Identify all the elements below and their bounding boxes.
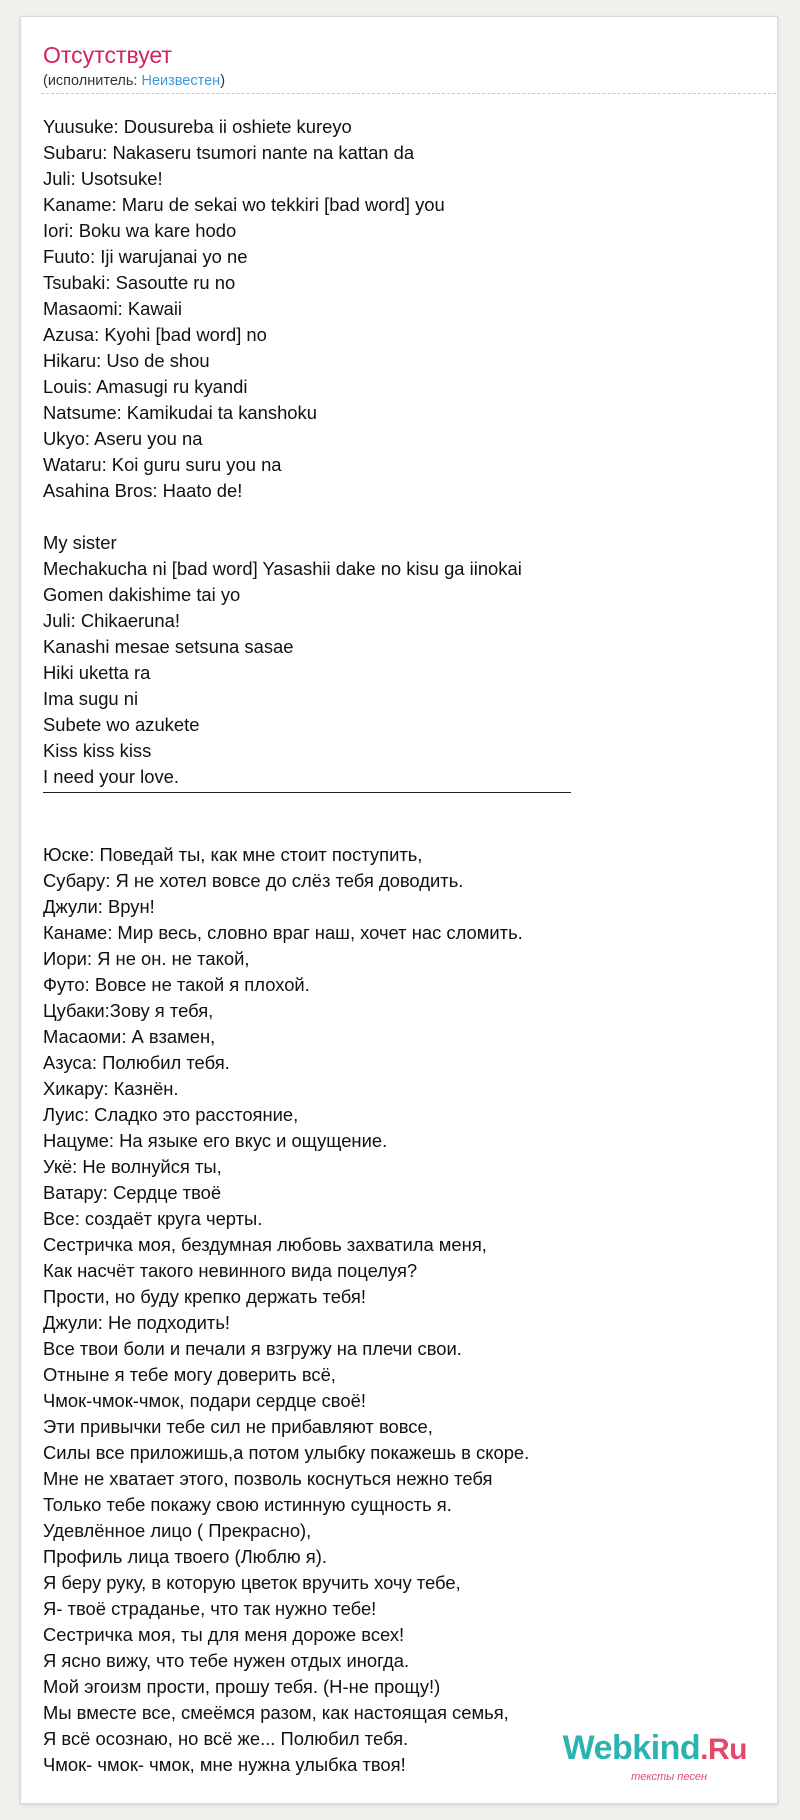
lyric-line: Чмок-чмок-чмок, подари сердце своё! xyxy=(43,1390,366,1411)
lyric-line: Ukyo: Aseru you na xyxy=(43,428,203,449)
header-divider xyxy=(41,93,776,94)
lyric-line: Natsume: Kamikudai ta kanshoku xyxy=(43,402,317,423)
lyric-line: Джули: Врун! xyxy=(43,896,155,917)
lyric-line: Мы вместе все, смеёмся разом, как настоящая семья, xyxy=(43,1702,509,1723)
lyric-line: Нацуме: На языке его вкус и ощущение. xyxy=(43,1130,388,1151)
lyrics-chorus-block xyxy=(43,530,743,790)
lyrics-russian-block xyxy=(43,842,743,1778)
lyric-line: Kiss kiss kiss xyxy=(43,740,152,761)
lyric-line: Азуса: Полюбил тебя. xyxy=(43,1052,230,1073)
logo-brand-tld: .Ru xyxy=(700,1733,747,1766)
lyric-line: Сестричка моя, ты для меня дороже всех! xyxy=(43,1624,405,1645)
artist-suffix: ) xyxy=(220,73,226,89)
lyrics-body xyxy=(43,114,743,1778)
artist-prefix: (исполнитель: xyxy=(43,73,142,89)
stanza-gap xyxy=(43,504,743,530)
lyric-line: Я- твоё страданье, что так нужно тебе! xyxy=(43,1598,377,1619)
lyric-line: Juli: Chikaeruna! xyxy=(43,610,180,631)
lyrics-card xyxy=(20,16,778,1804)
lyric-line: Hiki uketta ra xyxy=(43,662,151,683)
lyric-line: Yuusuke: Dousureba ii oshiete kureyo xyxy=(43,116,352,137)
lyric-line: Louis: Amasugi ru kyandi xyxy=(43,376,248,397)
lyric-line: Я всё осознаю, но всё же... Полюбил тебя. xyxy=(43,1728,409,1749)
artist-line xyxy=(43,74,225,89)
lyric-line: Укё: Не волнуйся ты, xyxy=(43,1156,222,1177)
lyric-line: Сестричка моя, бездумная любовь захватила меня, xyxy=(43,1234,487,1255)
artist-link[interactable]: Неизвестен xyxy=(141,73,221,89)
lyric-line: Футо: Вовсе не такой я плохой. xyxy=(43,974,310,995)
lyric-line: Все твои боли и печали я взгружу на плечи свои. xyxy=(43,1338,462,1359)
lyric-line: Asahina Bros: Haato de! xyxy=(43,480,243,501)
lyric-line: Iori: Boku wa kare hodo xyxy=(43,220,237,241)
stanza-gap xyxy=(43,816,743,842)
song-title: Отсутствует xyxy=(43,42,172,68)
lyric-line: Цубаки:Зову я тебя, xyxy=(43,1000,214,1021)
lyric-line: Gomen dakishime tai yo xyxy=(43,584,241,605)
lyric-line: Мой эгоизм прости, прошу тебя. (Н-не прощу!) xyxy=(43,1676,441,1697)
lyric-line: Wataru: Koi guru suru you na xyxy=(43,454,282,475)
lyric-line: Только тебе покажу свою истинную сущность я. xyxy=(43,1494,452,1515)
lyric-line: I need your love. xyxy=(43,766,179,787)
lyrics-separator xyxy=(43,790,743,816)
lyric-line: Канаме: Мир весь, словно враг наш, хочет нас сломить. xyxy=(43,922,523,943)
lyric-line: Иори: Я не он. не такой, xyxy=(43,948,250,969)
lyric-line: Masaomi: Kawaii xyxy=(43,298,182,319)
lyric-line: Subete wo azukete xyxy=(43,714,200,735)
lyric-line: Ima sugu ni xyxy=(43,688,139,709)
lyric-line: Kaname: Maru de sekai wo tekkiri [bad word] you xyxy=(43,194,445,215)
lyric-line: Мне не хватает этого, позволь коснуться нежно тебя xyxy=(43,1468,493,1489)
lyric-line: Луис: Сладко это расстояние, xyxy=(43,1104,299,1125)
lyric-line: My sister xyxy=(43,532,117,553)
lyric-line: Силы все приложишь,а потом улыбку покажешь в скоре. xyxy=(43,1442,530,1463)
lyric-line: Mechakucha ni [bad word] Yasashii dake no kisu ga iinokai xyxy=(43,558,522,579)
lyric-line: Subaru: Nakaseru tsumori nante na kattan da xyxy=(43,142,415,163)
logo-brand-main: Webkind xyxy=(562,1729,701,1767)
lyric-line: Профиль лица твоего (Люблю я). xyxy=(43,1546,327,1567)
lyrics-romaji-block xyxy=(43,114,743,504)
lyric-line: Эти привычки тебе сил не прибавляют вовсе, xyxy=(43,1416,433,1437)
lyric-line: Tsubaki: Sasoutte ru no xyxy=(43,272,236,293)
lyric-line: Чмок- чмок- чмок, мне нужна улыбка твоя! xyxy=(43,1754,406,1775)
lyric-line: Все: создаёт круга черты. xyxy=(43,1208,263,1229)
lyric-line: Отныне я тебе могу доверить всё, xyxy=(43,1364,336,1385)
lyric-line: Я ясно вижу, что тебе нужен отдых иногда. xyxy=(43,1650,410,1671)
lyric-line: Джули: Не подходить! xyxy=(43,1312,231,1333)
lyric-line: Хикару: Казнён. xyxy=(43,1078,179,1099)
webkind-logo[interactable] xyxy=(507,1731,747,1791)
lyric-line: Масаоми: А взамен, xyxy=(43,1026,216,1047)
lyric-line: Я беру руку, в которую цветок вручить хочу тебе, xyxy=(43,1572,461,1593)
logo-brand xyxy=(563,1731,747,1765)
logo-tagline: тексты песен xyxy=(631,1771,707,1783)
lyric-line: Ватару: Сердце твоё xyxy=(43,1182,222,1203)
lyric-line: Fuuto: Iji warujanai yo ne xyxy=(43,246,248,267)
lyric-line: Юске: Поведай ты, как мне стоит поступить, xyxy=(43,844,423,865)
lyric-line: Удевлённое лицо ( Прекрасно), xyxy=(43,1520,312,1541)
lyric-line: Как насчёт такого невинного вида поцелуя? xyxy=(43,1260,418,1281)
lyric-line: Hikaru: Uso de shou xyxy=(43,350,210,371)
lyric-line: Azusa: Kyohi [bad word] no xyxy=(43,324,267,345)
lyric-line: Juli: Usotsuke! xyxy=(43,168,163,189)
lyric-line: Субару: Я не хотел вовсе до слёз тебя доводить. xyxy=(43,870,464,891)
lyric-line: Kanashi mesae setsuna sasae xyxy=(43,636,294,657)
lyric-line: Прости, но буду крепко держать тебя! xyxy=(43,1286,366,1307)
